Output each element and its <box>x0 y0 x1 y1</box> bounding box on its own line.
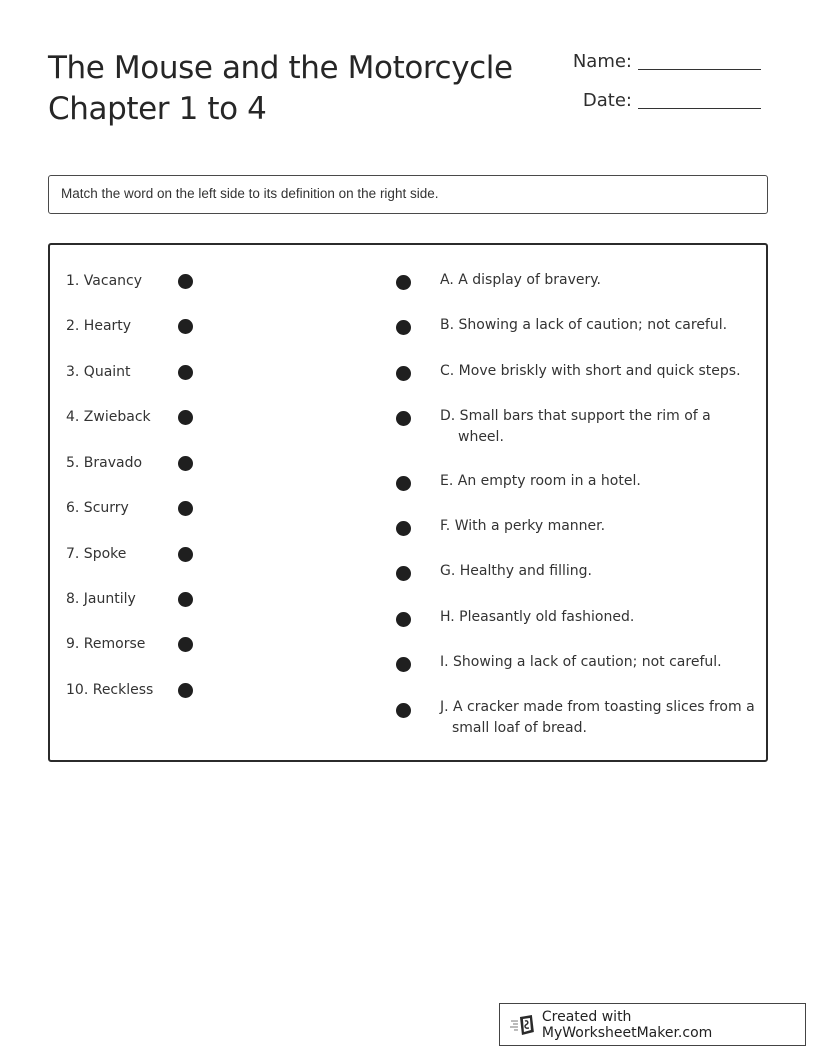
name-blank-line[interactable] <box>638 50 761 70</box>
connector-dot[interactable] <box>178 592 193 607</box>
word-label: 7. Spoke <box>66 546 127 562</box>
connector-dot[interactable] <box>396 275 411 290</box>
word-label: 3. Quaint <box>66 364 131 380</box>
word-item <box>66 270 193 292</box>
connector-dot[interactable] <box>396 411 411 426</box>
word-label: 1. Vacancy <box>66 273 143 289</box>
word-item <box>66 543 193 565</box>
definition-text: B. Showing a lack of caution; not careful. <box>440 317 728 333</box>
word-label: 10. Reckless <box>66 682 154 698</box>
date-blank-line[interactable] <box>638 89 761 109</box>
word-label: 9. Remorse <box>66 636 146 652</box>
connector-dot[interactable] <box>396 703 411 718</box>
definition-text: H. Pleasantly old fashioned. <box>440 609 635 625</box>
word-label: 5. Bravado <box>66 455 143 471</box>
word-label: 8. Jauntily <box>66 591 136 607</box>
definition-text: G. Healthy and filling. <box>440 563 592 579</box>
connector-dot[interactable] <box>396 476 411 491</box>
connector-dot[interactable] <box>396 657 411 672</box>
connector-dot[interactable] <box>396 612 411 627</box>
connector-dot[interactable] <box>178 274 193 289</box>
date-label: Date: <box>582 90 632 111</box>
word-label: 6. Scurry <box>66 500 129 516</box>
connector-dot[interactable] <box>178 456 193 471</box>
connector-dot[interactable] <box>178 683 193 698</box>
connector-dot[interactable] <box>396 566 411 581</box>
word-item <box>66 588 193 610</box>
connector-dot[interactable] <box>178 410 193 425</box>
instructions-box: Match the word on the left side to its definition on the right side. <box>48 175 768 214</box>
word-item <box>66 497 193 519</box>
created-with-text: Created with MyWorksheetMaker.com <box>541 1008 713 1041</box>
definition-text: E. An empty room in a hotel. <box>440 473 641 489</box>
page-title <box>48 48 548 130</box>
definition-text: J. A cracker made from toasting slices from a small loaf of bread. <box>440 699 755 736</box>
connector-dot[interactable] <box>396 521 411 536</box>
word-label: 4. Zwieback <box>66 409 151 425</box>
definition-text: D. Small bars that support the rim of a wheel. <box>440 408 711 445</box>
word-item <box>66 679 193 701</box>
word-item <box>66 406 193 428</box>
name-field[interactable] <box>548 50 761 72</box>
connector-dot[interactable] <box>178 319 193 334</box>
word-label: 2. Hearty <box>66 318 132 334</box>
word-item <box>66 361 193 383</box>
title-line-2: Chapter 1 to 4 <box>48 91 267 127</box>
created-with-badge[interactable] <box>499 1003 806 1046</box>
definition-text: I. Showing a lack of caution; not careful. <box>440 654 722 670</box>
word-item <box>66 452 193 474</box>
title-line-1: The Mouse and the Motorcycle <box>48 50 513 86</box>
date-field[interactable] <box>548 89 761 111</box>
word-item <box>66 633 193 655</box>
connector-dot[interactable] <box>178 547 193 562</box>
connector-dot[interactable] <box>178 365 193 380</box>
definition-text: C. Move briskly with short and quick steps. <box>440 363 741 379</box>
definition-text: A. A display of bravery. <box>440 272 601 288</box>
connector-dot[interactable] <box>178 501 193 516</box>
name-label: Name: <box>572 51 632 72</box>
worksheet-maker-logo-icon <box>510 1014 536 1036</box>
connector-dot[interactable] <box>396 320 411 335</box>
connector-dot[interactable] <box>396 366 411 381</box>
word-item <box>66 315 193 337</box>
definition-text: F. With a perky manner. <box>440 518 606 534</box>
connector-dot[interactable] <box>178 637 193 652</box>
matching-panel <box>48 243 768 762</box>
